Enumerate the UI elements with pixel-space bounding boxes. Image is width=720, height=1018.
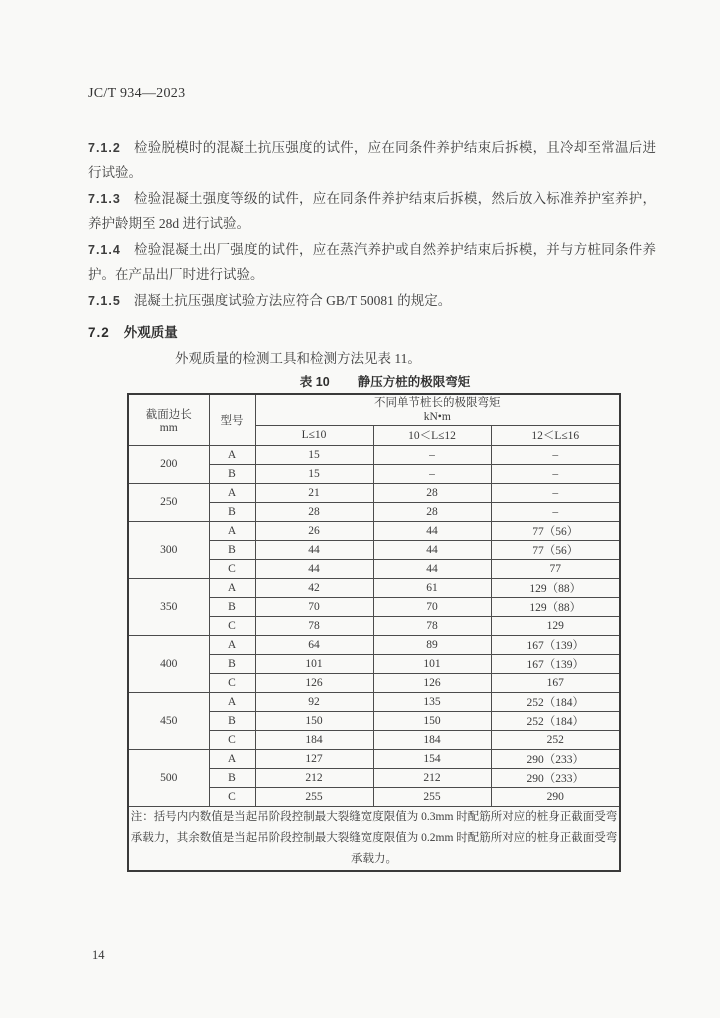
cell-side-length: 250	[128, 483, 209, 521]
cell-type: C	[209, 730, 255, 749]
cell-moment-le10: 44	[255, 559, 373, 578]
cell-type: C	[209, 559, 255, 578]
clause-number: 7.1.3	[88, 192, 121, 206]
table-row	[128, 635, 620, 654]
cell-moment-le10: 21	[255, 483, 373, 502]
cell-side-length: 350	[128, 578, 209, 635]
cell-moment-le10: 15	[255, 445, 373, 464]
table-row	[128, 521, 620, 540]
header-length-le10: L≤10	[255, 425, 373, 445]
cell-moment-12-16: 77（56）	[491, 521, 620, 540]
cell-moment-12-16: 129（88）	[491, 597, 620, 616]
cell-side-length: 200	[128, 445, 209, 483]
cell-type: B	[209, 654, 255, 673]
cell-moment-le10: 184	[255, 730, 373, 749]
cell-moment-10-12: 135	[373, 692, 491, 711]
cell-side-length: 400	[128, 635, 209, 692]
table-note: 注：括号内内数值是当起吊阶段控制最大裂缝宽度限值为 0.3mm 时配筋所对应的桩身正截面受弯承载力，其余数值是当起吊阶段控制最大裂缝宽度限值为 0.2mm 时配筋所对应的桩身正截面受弯承载力。	[128, 806, 620, 871]
clause-number: 7.1.4	[88, 243, 121, 257]
table-caption	[127, 372, 617, 390]
cell-moment-le10: 26	[255, 521, 373, 540]
cell-moment-12-16: 252（184）	[491, 692, 620, 711]
table-row	[128, 749, 620, 768]
cell-type: C	[209, 673, 255, 692]
ultimate-bending-moment-table	[127, 393, 621, 872]
cell-moment-le10: 101	[255, 654, 373, 673]
clause-paragraph	[88, 238, 656, 286]
table-row	[128, 483, 620, 502]
cell-type: B	[209, 711, 255, 730]
cell-moment-le10: 64	[255, 635, 373, 654]
table-row	[128, 692, 620, 711]
table-row	[128, 445, 620, 464]
cell-moment-10-12: 28	[373, 483, 491, 502]
cell-moment-le10: 42	[255, 578, 373, 597]
cell-side-length: 500	[128, 749, 209, 806]
cell-moment-le10: 150	[255, 711, 373, 730]
cell-moment-le10: 255	[255, 787, 373, 806]
clause-text: 混凝土抗压强度试验方法应符合 GB/T 50081 的规定。	[133, 293, 452, 308]
cell-moment-10-12: 44	[373, 521, 491, 540]
cell-moment-12-16: 167	[491, 673, 620, 692]
header-length-10-12: 10＜L≤12	[373, 425, 491, 445]
cell-type: A	[209, 578, 255, 597]
cell-moment-12-16: –	[491, 464, 620, 483]
cell-moment-12-16: 129	[491, 616, 620, 635]
cell-moment-le10: 15	[255, 464, 373, 483]
page-number: 14	[92, 948, 105, 962]
header-length-12-16: 12＜L≤16	[491, 425, 620, 445]
clause-list	[88, 136, 656, 314]
table-body	[128, 445, 620, 806]
cell-moment-10-12: 78	[373, 616, 491, 635]
cell-type: A	[209, 635, 255, 654]
cell-side-length: 450	[128, 692, 209, 749]
cell-moment-le10: 126	[255, 673, 373, 692]
cell-moment-10-12: 101	[373, 654, 491, 673]
clause-text: 检验脱模时的混凝土抗压强度的试件，应在同条件养护结束后拆模，且冷却至常温后进行试验。	[88, 140, 656, 180]
cell-moment-12-16: 290	[491, 787, 620, 806]
clause-paragraph	[88, 187, 656, 235]
cell-type: A	[209, 749, 255, 768]
cell-moment-10-12: 44	[373, 559, 491, 578]
cell-moment-10-12: 89	[373, 635, 491, 654]
section-heading	[88, 321, 656, 341]
lead-paragraph: 外观质量的检测工具和检测方法见表 11。	[175, 350, 421, 366]
cell-moment-10-12: 28	[373, 502, 491, 521]
clause-paragraph	[88, 136, 656, 184]
cell-moment-le10: 44	[255, 540, 373, 559]
cell-type: C	[209, 787, 255, 806]
cell-moment-12-16: 252（184）	[491, 711, 620, 730]
cell-moment-10-12: 150	[373, 711, 491, 730]
cell-moment-10-12: 44	[373, 540, 491, 559]
header-moment-group: 不同单节桩长的极限弯矩 kN•m	[255, 394, 620, 426]
cell-type: B	[209, 540, 255, 559]
cell-moment-10-12: –	[373, 445, 491, 464]
cell-moment-12-16: 290（233）	[491, 768, 620, 787]
cell-type: A	[209, 521, 255, 540]
clause-paragraph	[88, 289, 656, 314]
cell-moment-12-16: –	[491, 483, 620, 502]
cell-type: A	[209, 483, 255, 502]
cell-moment-10-12: –	[373, 464, 491, 483]
clause-text: 检验混凝土强度等级的试件，应在同条件养护结束后拆模，然后放入标准养护室养护，养护龄期至 28d 进行试验。	[88, 191, 656, 231]
cell-moment-le10: 127	[255, 749, 373, 768]
cell-moment-le10: 212	[255, 768, 373, 787]
clause-number: 7.1.2	[88, 141, 121, 155]
cell-type: B	[209, 768, 255, 787]
table-caption-title: 静压方桩的极限弯矩	[357, 374, 471, 389]
cell-moment-10-12: 212	[373, 768, 491, 787]
cell-moment-12-16: –	[491, 502, 620, 521]
section-title: 外观质量	[123, 324, 178, 340]
cell-moment-12-16: 290（233）	[491, 749, 620, 768]
cell-moment-12-16: –	[491, 445, 620, 464]
cell-moment-12-16: 252	[491, 730, 620, 749]
cell-type: B	[209, 502, 255, 521]
cell-type: A	[209, 692, 255, 711]
cell-moment-le10: 70	[255, 597, 373, 616]
cell-type: A	[209, 445, 255, 464]
table-caption-label: 表 10	[299, 374, 330, 389]
cell-side-length: 300	[128, 521, 209, 578]
cell-moment-10-12: 154	[373, 749, 491, 768]
cell-type: C	[209, 616, 255, 635]
cell-type: B	[209, 464, 255, 483]
cell-moment-12-16: 77（56）	[491, 540, 620, 559]
cell-moment-10-12: 70	[373, 597, 491, 616]
doc-code: JC/T 934—2023	[88, 86, 186, 101]
clause-text: 检验混凝土出厂强度的试件，应在蒸汽养护或自然养护结束后拆模，并与方桩同条件养护。在产品出厂时进行试验。	[88, 242, 656, 282]
header-type: 型号	[209, 394, 255, 446]
cell-type: B	[209, 597, 255, 616]
cell-moment-12-16: 77	[491, 559, 620, 578]
cell-moment-10-12: 184	[373, 730, 491, 749]
cell-moment-10-12: 255	[373, 787, 491, 806]
clause-number: 7.1.5	[88, 294, 121, 308]
cell-moment-le10: 28	[255, 502, 373, 521]
header-side-length: 截面边长 mm	[128, 394, 209, 446]
cell-moment-10-12: 61	[373, 578, 491, 597]
cell-moment-12-16: 167（139）	[491, 635, 620, 654]
table-row	[128, 578, 620, 597]
cell-moment-le10: 78	[255, 616, 373, 635]
section-number: 7.2	[88, 324, 110, 340]
cell-moment-12-16: 129（88）	[491, 578, 620, 597]
cell-moment-10-12: 126	[373, 673, 491, 692]
cell-moment-le10: 92	[255, 692, 373, 711]
cell-moment-12-16: 167（139）	[491, 654, 620, 673]
